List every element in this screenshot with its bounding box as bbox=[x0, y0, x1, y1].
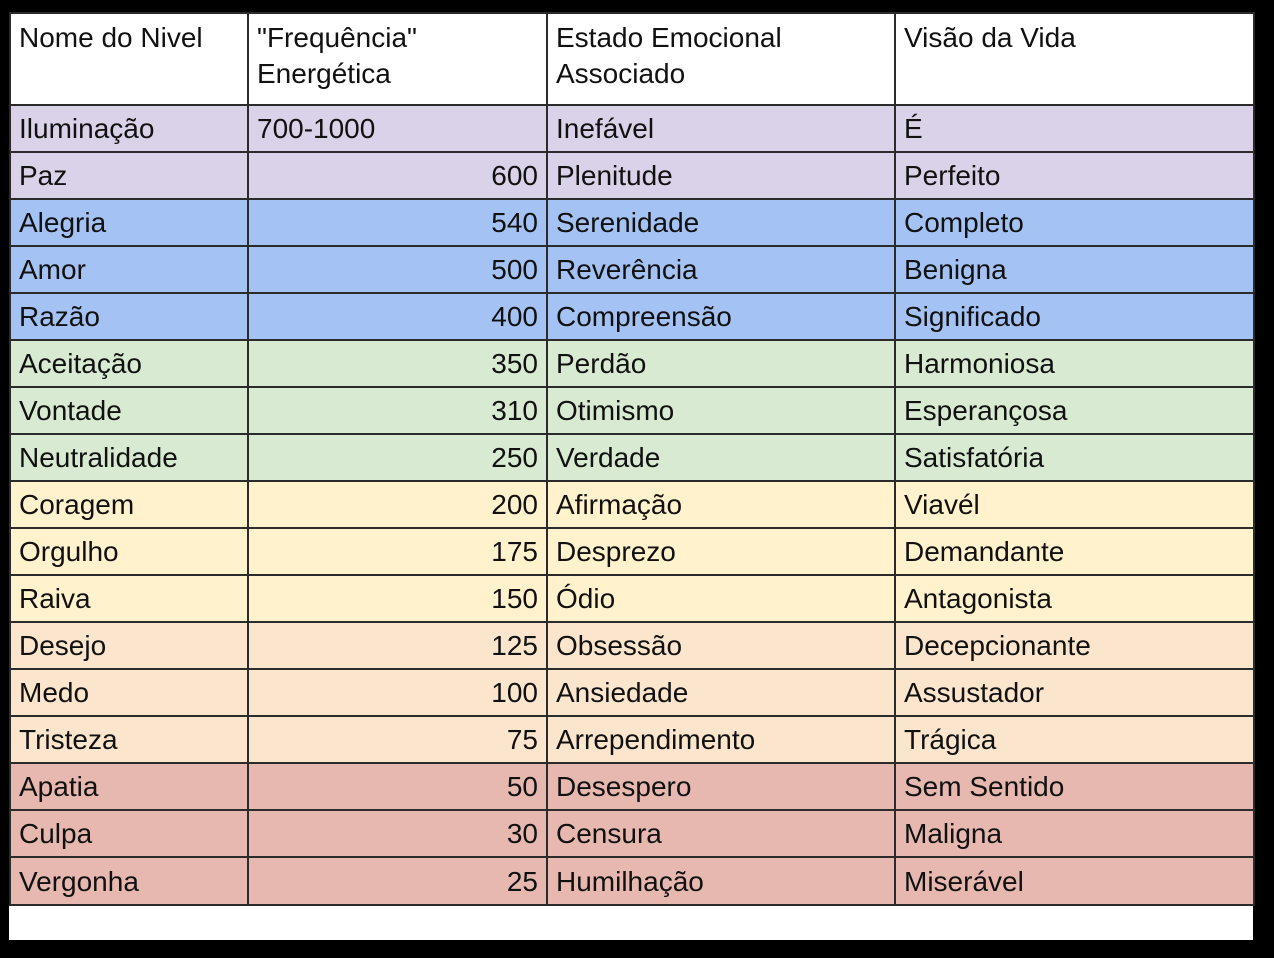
table-body bbox=[10, 105, 1254, 905]
cell-emotion: Arrependimento bbox=[547, 716, 895, 763]
cell-frequency: 200 bbox=[248, 481, 547, 528]
cell-level: Apatia bbox=[10, 763, 248, 810]
cell-view: Completo bbox=[895, 199, 1254, 246]
table-row bbox=[10, 293, 1254, 340]
table-row bbox=[10, 105, 1254, 152]
cell-level: Coragem bbox=[10, 481, 248, 528]
table-row bbox=[10, 340, 1254, 387]
cell-frequency: 25 bbox=[248, 857, 547, 905]
cell-level: Paz bbox=[10, 152, 248, 199]
consciousness-levels-table bbox=[9, 12, 1255, 906]
cell-frequency: 600 bbox=[248, 152, 547, 199]
cell-view: Assustador bbox=[895, 669, 1254, 716]
header-row bbox=[10, 13, 1254, 105]
table-row bbox=[10, 528, 1254, 575]
cell-level: Vergonha bbox=[10, 857, 248, 905]
table-row bbox=[10, 387, 1254, 434]
cell-frequency: 500 bbox=[248, 246, 547, 293]
table-row bbox=[10, 669, 1254, 716]
cell-frequency: 175 bbox=[248, 528, 547, 575]
cell-frequency: 700-1000 bbox=[248, 105, 547, 152]
cell-frequency: 30 bbox=[248, 810, 547, 857]
cell-frequency: 540 bbox=[248, 199, 547, 246]
cell-view: Viavél bbox=[895, 481, 1254, 528]
cell-emotion: Reverência bbox=[547, 246, 895, 293]
cell-view: Maligna bbox=[895, 810, 1254, 857]
table-frame bbox=[9, 12, 1253, 940]
cell-level: Vontade bbox=[10, 387, 248, 434]
cell-frequency: 400 bbox=[248, 293, 547, 340]
cell-frequency: 310 bbox=[248, 387, 547, 434]
cell-emotion: Desespero bbox=[547, 763, 895, 810]
cell-frequency: 125 bbox=[248, 622, 547, 669]
cell-view: Miserável bbox=[895, 857, 1254, 905]
cell-frequency: 50 bbox=[248, 763, 547, 810]
table-row bbox=[10, 763, 1254, 810]
cell-emotion: Verdade bbox=[547, 434, 895, 481]
table-row bbox=[10, 857, 1254, 905]
table-row bbox=[10, 434, 1254, 481]
cell-view: Trágica bbox=[895, 716, 1254, 763]
cell-view: Benigna bbox=[895, 246, 1254, 293]
cell-level: Iluminação bbox=[10, 105, 248, 152]
cell-emotion: Obsessão bbox=[547, 622, 895, 669]
cell-level: Aceitação bbox=[10, 340, 248, 387]
cell-level: Medo bbox=[10, 669, 248, 716]
cell-emotion: Afirmação bbox=[547, 481, 895, 528]
cell-frequency: 75 bbox=[248, 716, 547, 763]
table-row bbox=[10, 246, 1254, 293]
cell-emotion: Humilhação bbox=[547, 857, 895, 905]
cell-emotion: Inefável bbox=[547, 105, 895, 152]
cell-emotion: Compreensão bbox=[547, 293, 895, 340]
cell-view: Esperançosa bbox=[895, 387, 1254, 434]
cell-view: Decepcionante bbox=[895, 622, 1254, 669]
cell-view: Perfeito bbox=[895, 152, 1254, 199]
cell-view: Satisfatória bbox=[895, 434, 1254, 481]
table-row bbox=[10, 152, 1254, 199]
cell-level: Alegria bbox=[10, 199, 248, 246]
cell-view: Sem Sentido bbox=[895, 763, 1254, 810]
table-row bbox=[10, 716, 1254, 763]
cell-level: Razão bbox=[10, 293, 248, 340]
cell-level: Neutralidade bbox=[10, 434, 248, 481]
cell-level: Tristeza bbox=[10, 716, 248, 763]
cell-emotion: Desprezo bbox=[547, 528, 895, 575]
table-row bbox=[10, 199, 1254, 246]
cell-frequency: 350 bbox=[248, 340, 547, 387]
cell-level: Culpa bbox=[10, 810, 248, 857]
table-row bbox=[10, 622, 1254, 669]
cell-emotion: Serenidade bbox=[547, 199, 895, 246]
header-emotion: Estado Emocional Associado bbox=[547, 13, 895, 105]
cell-level: Raiva bbox=[10, 575, 248, 622]
header-frequency: "Frequência" Energética bbox=[248, 13, 547, 105]
cell-view: Significado bbox=[895, 293, 1254, 340]
cell-emotion: Ansiedade bbox=[547, 669, 895, 716]
cell-frequency: 150 bbox=[248, 575, 547, 622]
cell-view: Harmoniosa bbox=[895, 340, 1254, 387]
cell-emotion: Perdão bbox=[547, 340, 895, 387]
cell-emotion: Plenitude bbox=[547, 152, 895, 199]
cell-level: Desejo bbox=[10, 622, 248, 669]
cell-level: Orgulho bbox=[10, 528, 248, 575]
cell-emotion: Censura bbox=[547, 810, 895, 857]
cell-view: É bbox=[895, 105, 1254, 152]
cell-level: Amor bbox=[10, 246, 248, 293]
cell-view: Antagonista bbox=[895, 575, 1254, 622]
cell-frequency: 100 bbox=[248, 669, 547, 716]
header-view: Visão da Vida bbox=[895, 13, 1254, 105]
header-level: Nome do Nivel bbox=[10, 13, 248, 105]
cell-emotion: Otimismo bbox=[547, 387, 895, 434]
table-row bbox=[10, 810, 1254, 857]
cell-view: Demandante bbox=[895, 528, 1254, 575]
cell-frequency: 250 bbox=[248, 434, 547, 481]
cell-emotion: Ódio bbox=[547, 575, 895, 622]
table-row bbox=[10, 481, 1254, 528]
table-row bbox=[10, 575, 1254, 622]
